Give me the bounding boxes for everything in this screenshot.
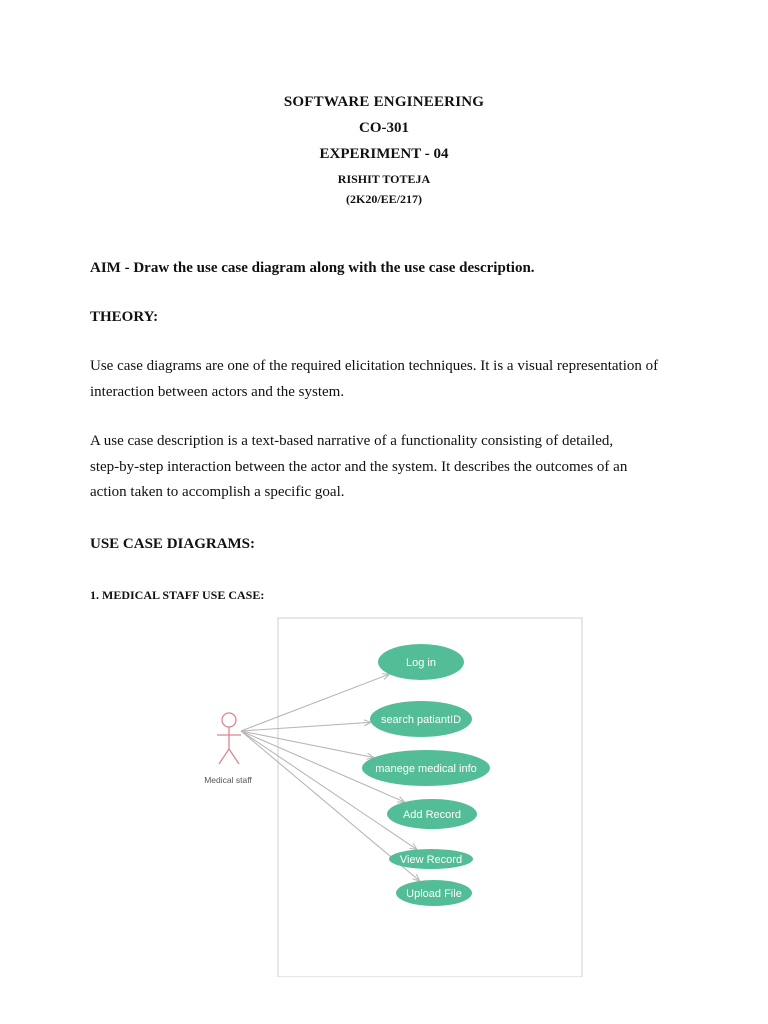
use-case-4 bbox=[389, 849, 473, 869]
use-case-5 bbox=[396, 880, 472, 906]
medical-staff-subheading: 1. MEDICAL STAFF USE CASE: bbox=[90, 588, 265, 602]
student-name: RISHIT TOTEJA bbox=[337, 172, 431, 186]
use-case-label: View Record bbox=[399, 854, 463, 866]
course-code: CO-301 bbox=[359, 120, 409, 136]
actor-figure bbox=[217, 713, 241, 764]
use-case-diagrams-heading: USE CASE DIAGRAMS: bbox=[90, 536, 256, 552]
paragraph-line: Use case diagrams are one of the required elicitation techniques. It is a visual representation of bbox=[90, 358, 659, 374]
paragraph-line: interaction between actors and the system. bbox=[90, 383, 345, 400]
course-title: SOFTWARE ENGINEERING bbox=[283, 94, 485, 110]
use-case-1 bbox=[370, 701, 472, 737]
theory-paragraph-1 bbox=[90, 354, 690, 405]
use-case-diagram bbox=[180, 612, 586, 977]
actor-label: Medical staff bbox=[204, 775, 252, 785]
theory-heading: THEORY: bbox=[90, 309, 159, 325]
roll-number: (2K20/EE/217) bbox=[345, 192, 422, 206]
use-case-2 bbox=[362, 750, 490, 786]
paragraph-line: step-by-step interaction between the actor and the system. It describes the outcomes of an bbox=[90, 458, 628, 475]
use-case-label: search patiantID bbox=[380, 714, 462, 726]
use-case-label: manege medical info bbox=[375, 763, 477, 775]
use-case-label: Add Record bbox=[402, 809, 462, 821]
theory-paragraph-2 bbox=[90, 429, 690, 506]
use-case-label: Upload File bbox=[406, 888, 462, 900]
use-case-label: Log in bbox=[406, 657, 436, 669]
paragraph-line: action taken to accomplish a specific goal. bbox=[90, 484, 345, 500]
use-case-3 bbox=[387, 799, 477, 829]
experiment-title: EXPERIMENT - 04 bbox=[319, 146, 449, 162]
use-case-0 bbox=[378, 644, 464, 680]
aim-statement: AIM - Draw the use case diagram along with the use case description. bbox=[90, 260, 535, 276]
use-case-ellipses bbox=[362, 644, 490, 906]
paragraph-line: A use case description is a text-based narrative of a functionality consisting of detailed, bbox=[90, 433, 614, 449]
